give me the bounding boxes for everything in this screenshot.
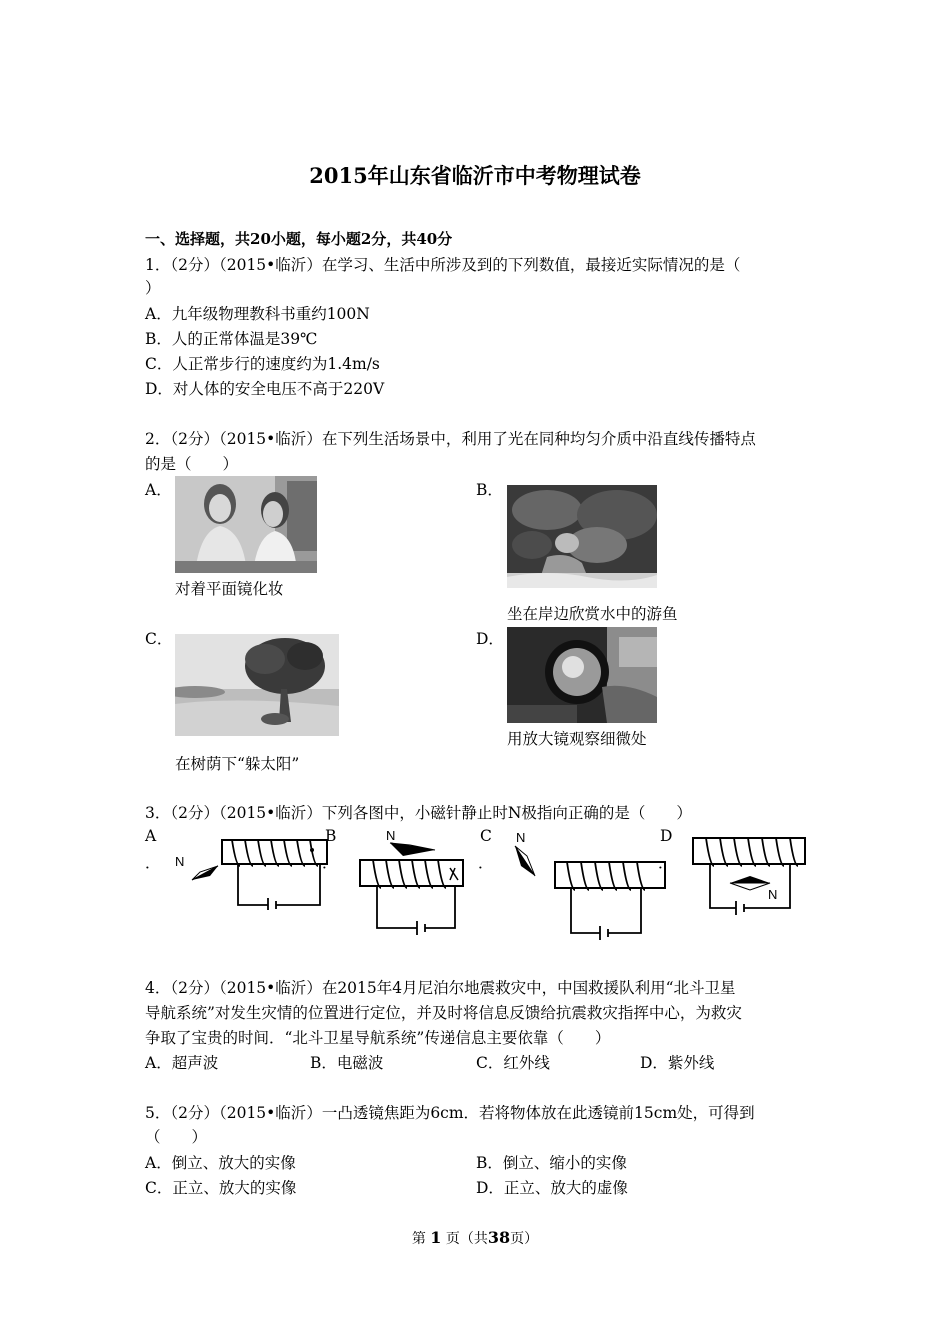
q4-option-a: A．超声波 xyxy=(145,1054,219,1072)
q2-label-a: A． xyxy=(145,481,172,499)
q3-diagram-a xyxy=(170,830,330,910)
q3-dot-c: ． xyxy=(478,854,494,872)
q1-option-a: A．九年级物理教科书重约100N xyxy=(145,305,370,323)
q3-diagram-d xyxy=(688,830,813,915)
footer-total-pages: 38 xyxy=(487,1228,511,1247)
q3-dot-d: ． xyxy=(658,854,674,872)
q1-option-c: C．人正常步行的速度约为1.4m/s xyxy=(145,355,380,373)
footer-pre: 第 xyxy=(411,1231,426,1247)
q2-label-c: C． xyxy=(145,630,173,648)
q2-stem: 2．（2分）（2015•临沂）在下列生活场景中，利用了光在同种均匀介质中沿直线传播特点 xyxy=(145,430,756,448)
footer-post: 页） xyxy=(510,1231,539,1247)
q5-stem-cont: （ ） xyxy=(145,1128,208,1146)
q2-caption-d: 用放大镜观察细微处 xyxy=(507,730,647,748)
footer-mid: 页（共 xyxy=(445,1231,488,1247)
q2-caption-a: 对着平面镜化妆 xyxy=(175,580,284,598)
page-title: 2015年山东省临沂市中考物理试卷 xyxy=(309,163,641,188)
q3-a-n-label: N xyxy=(175,854,185,869)
page-footer xyxy=(0,1228,950,1248)
section-heading: 一、选择题，共20小题，每小题2分，共40分 xyxy=(145,230,453,248)
q3-dot-a: ． xyxy=(145,854,161,872)
q5-option-c: C．正立、放大的实像 xyxy=(145,1179,297,1197)
q3-stem: 3．（2分）（2015•临沂）下列各图中，小磁针静止时N极指向正确的是（ ） xyxy=(145,804,692,822)
q4-option-d: D．紫外线 xyxy=(640,1054,715,1072)
q5-option-d: D．正立、放大的虚像 xyxy=(476,1179,628,1197)
magnifier-photo xyxy=(507,627,657,723)
q3-dot-b: ． xyxy=(322,854,338,872)
footer-page-number: 1 xyxy=(430,1228,442,1247)
q4-stem-line1: 4．（2分）（2015•临沂）在2015年4月尼泊尔地震救灾中，中国救援队利用“北斗卫星 xyxy=(145,979,736,997)
q2-caption-b: 坐在岸边欣赏水中的游鱼 xyxy=(507,605,678,623)
q5-option-b: B．倒立、缩小的实像 xyxy=(476,1154,627,1172)
q3-label-a: A xyxy=(145,827,157,845)
q2-stem-cont: 的是（ ） xyxy=(145,455,239,473)
q3-label-c: C xyxy=(480,827,492,845)
q5-option-a: A．倒立、放大的实像 xyxy=(145,1154,296,1172)
q1-option-d: D．对人体的安全电压不高于220V xyxy=(145,380,385,398)
q4-option-c: C．红外线 xyxy=(476,1054,550,1072)
q2-label-b: B． xyxy=(476,481,503,499)
q3-c-n-label: N xyxy=(516,830,526,845)
q2-label-d: D． xyxy=(476,630,504,648)
q4-option-b: B．电磁波 xyxy=(310,1054,384,1072)
q4-stem-line3: 争取了宝贵的时间．“北斗卫星导航系统”传递信息主要依靠（ ） xyxy=(145,1029,611,1047)
q5-stem: 5．（2分）（2015•临沂）一凸透镜焦距为6cm．若将物体放在此透镜前15cm处，可得到 xyxy=(145,1104,755,1122)
q3-b-n-label: N xyxy=(386,828,396,843)
fish-watching-photo xyxy=(507,485,657,588)
tree-shade-photo xyxy=(175,634,339,736)
q4-stem-line2: 导航系统”对发生灾情的位置进行定位，并及时将信息反馈给抗震救灾指挥中心，为救灾 xyxy=(145,1004,742,1022)
q3-diagram-b xyxy=(355,828,490,943)
q3-label-d: D xyxy=(660,827,673,845)
q3-diagram-c xyxy=(505,827,673,943)
q1-option-b: B．人的正常体温是39℃ xyxy=(145,330,318,348)
q3-d-n-label: N xyxy=(768,887,778,902)
q1-stem: 1．（2分）（2015•临沂）在学习、生活中所涉及到的下列数值，最接近实际情况的是（ xyxy=(145,256,741,274)
q1-stem-cont: ） xyxy=(145,279,161,297)
q3-label-b: B xyxy=(325,827,337,845)
mirror-makeup-photo xyxy=(175,476,317,573)
q2-caption-c: 在树荫下“躲太阳” xyxy=(175,755,300,773)
